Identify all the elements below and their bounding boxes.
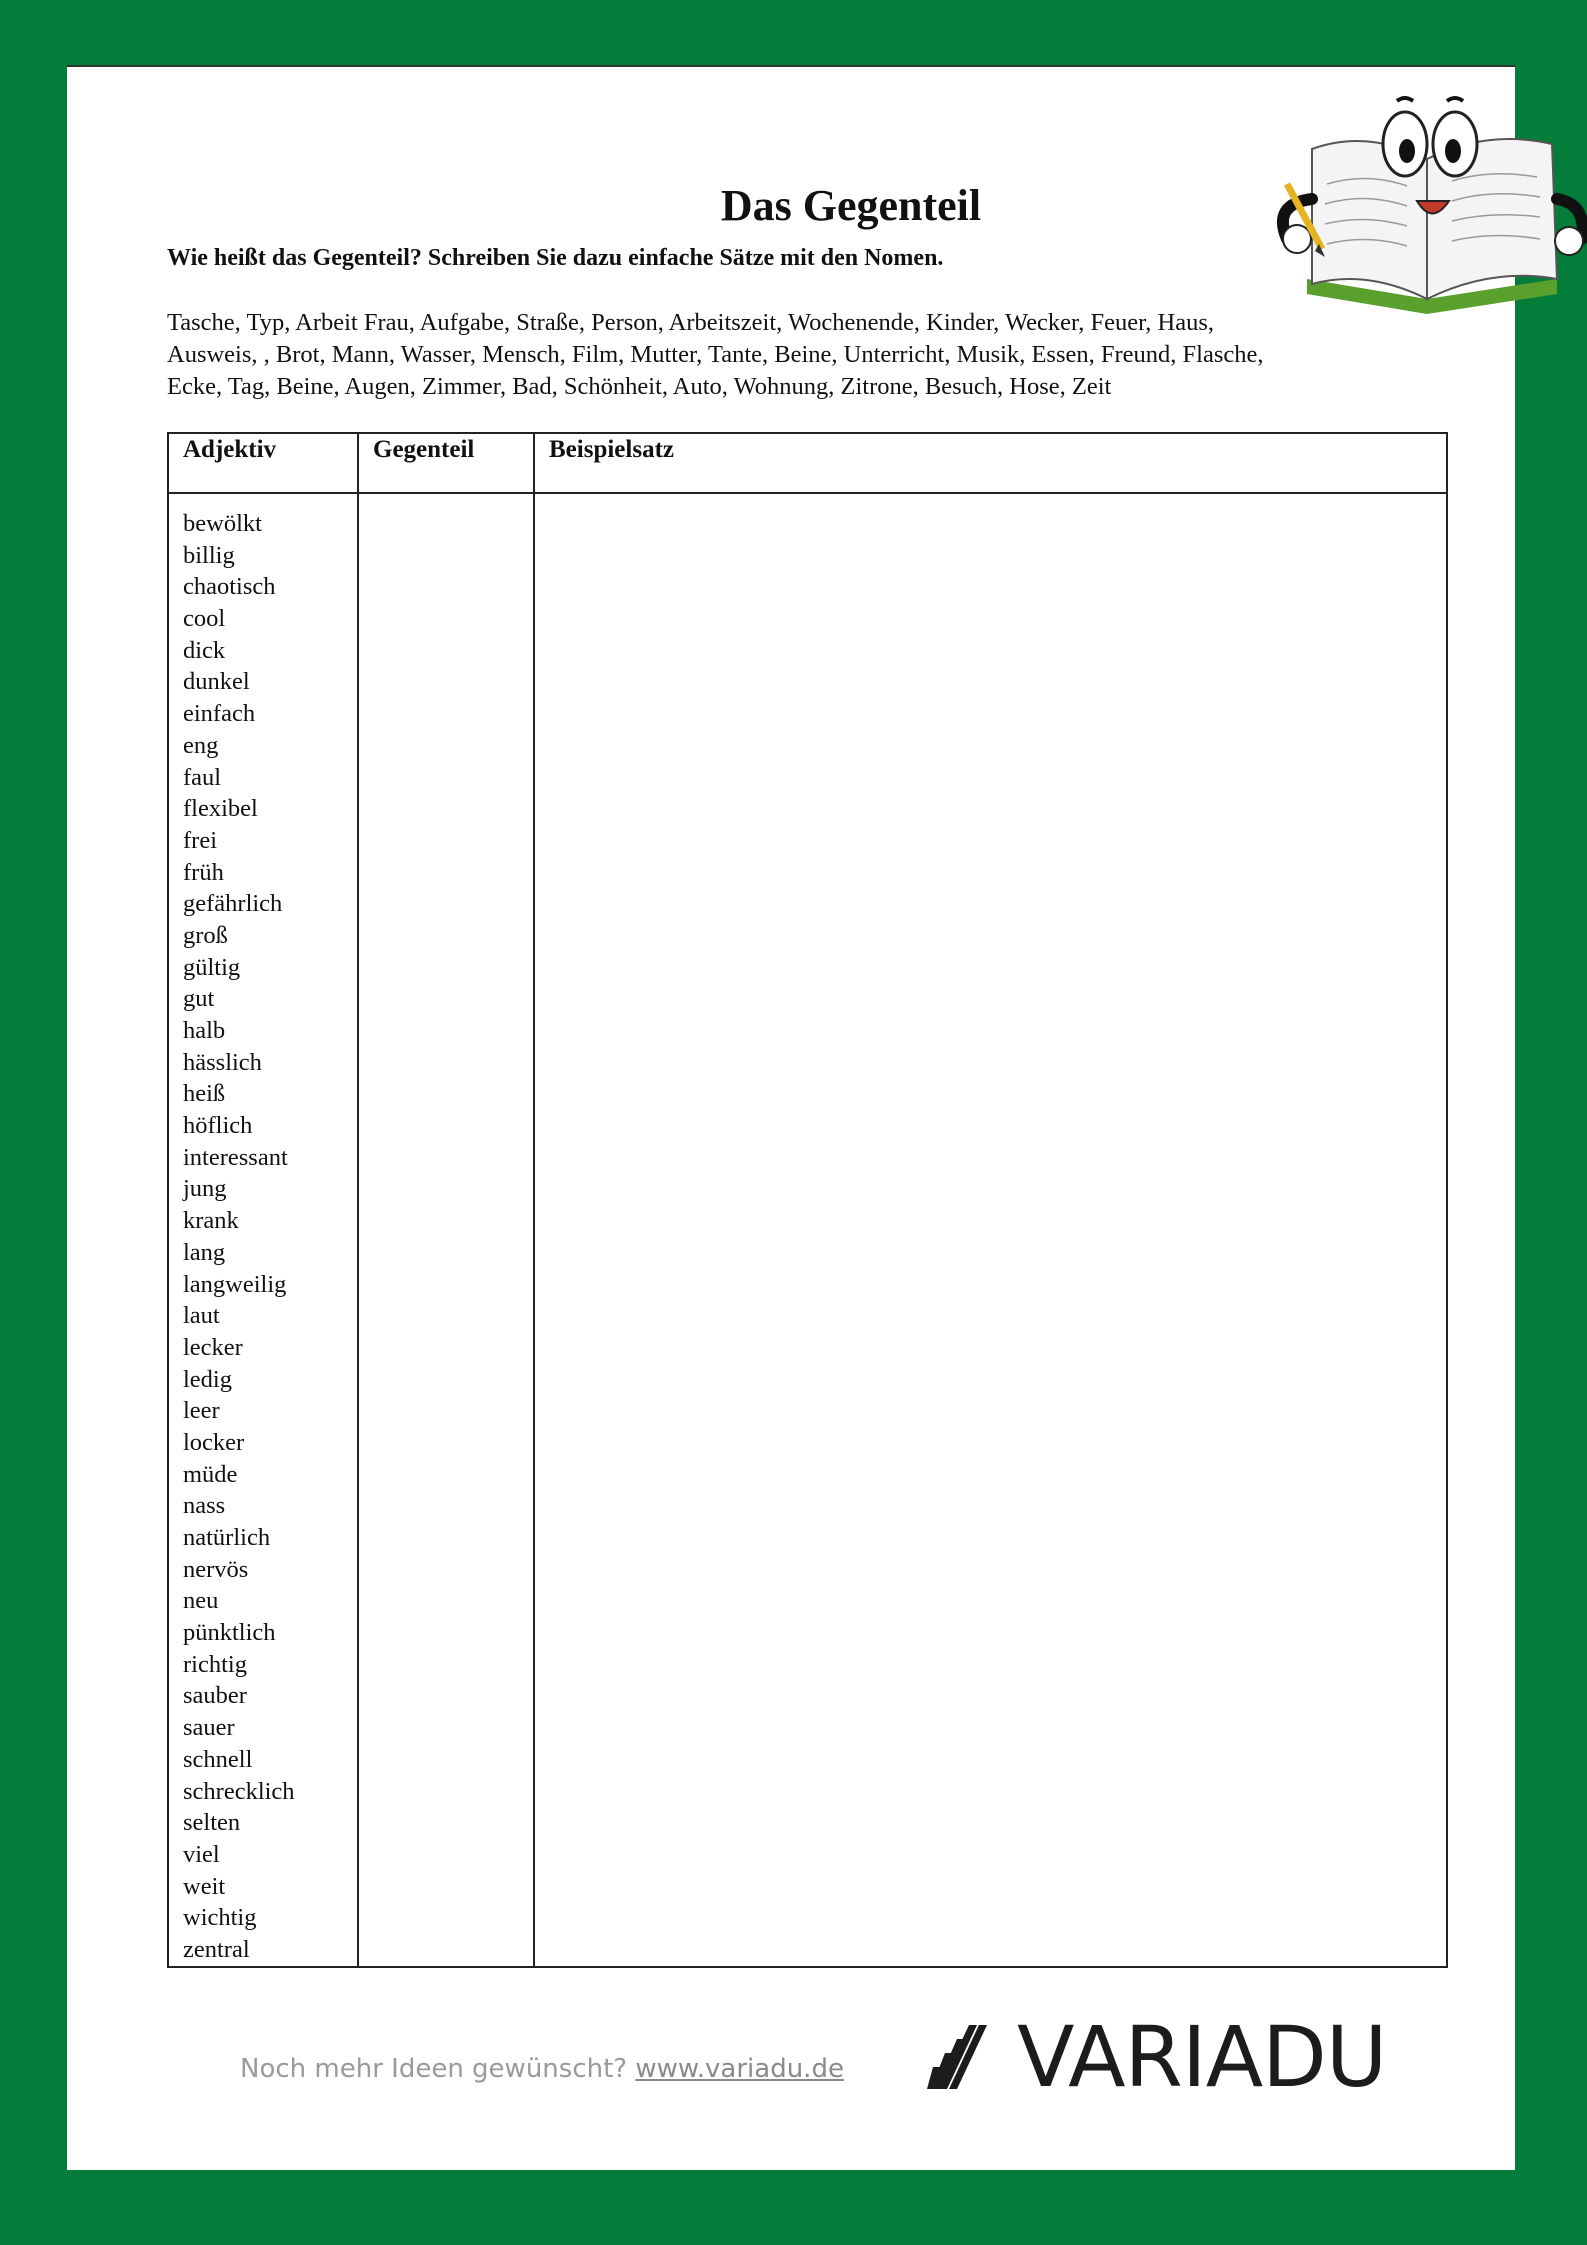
adjective-item: schnell	[183, 1745, 253, 1773]
adjective-item: höflich	[183, 1112, 253, 1140]
adjective-column	[168, 493, 358, 1967]
adjective-item: faul	[183, 763, 222, 791]
adjective-item: einfach	[183, 700, 256, 728]
worksheet-page	[67, 65, 1515, 2170]
header-adjektiv: Adjektiv	[168, 433, 358, 493]
adjective-item: gefährlich	[183, 890, 283, 918]
exercise-table	[167, 432, 1448, 1968]
adjective-item: lang	[183, 1238, 226, 1266]
adjective-item: schrecklich	[183, 1777, 295, 1805]
noun-word-bank	[167, 307, 1497, 403]
adjective-item: zentral	[183, 1935, 250, 1963]
adjective-item: dunkel	[183, 668, 250, 696]
adjective-item: weit	[183, 1872, 226, 1900]
adjective-item: laut	[183, 1302, 220, 1330]
adjective-item: selten	[183, 1809, 241, 1837]
variadu-stripes-icon	[917, 2017, 1017, 2097]
adjective-list	[169, 494, 357, 1966]
adjective-item: billig	[183, 541, 235, 569]
footer-promo	[240, 2054, 844, 2084]
word-bank-line: Tasche, Typ, Arbeit Frau, Aufgabe, Straße, Person, Arbeitszeit, Wochenende, Kinder, Wecker, Feuer, Haus,	[167, 309, 1214, 336]
adjective-item: natürlich	[183, 1524, 271, 1551]
adjective-item: flexibel	[183, 795, 258, 823]
instruction-text: Wie heißt das Gegenteil? Schreiben Sie dazu einfache Sätze mit den Nomen.	[167, 245, 944, 271]
opposite-answer-column[interactable]	[358, 493, 534, 1967]
adjective-item: richtig	[183, 1650, 247, 1678]
adjective-item: gültig	[183, 953, 241, 981]
adjective-item: neu	[183, 1587, 219, 1615]
adjective-item: pünktlich	[183, 1619, 276, 1647]
adjective-item: lecker	[183, 1333, 243, 1361]
adjective-item: eng	[183, 731, 219, 759]
adjective-item: locker	[183, 1428, 245, 1456]
adjective-item: groß	[183, 921, 228, 949]
adjective-item: chaotisch	[183, 573, 276, 601]
adjective-item: bewölkt	[183, 510, 262, 537]
adjective-item: früh	[183, 858, 224, 886]
header-beispielsatz: Beispielsatz	[534, 433, 1447, 493]
adjective-item: krank	[183, 1207, 239, 1235]
adjective-item: interessant	[183, 1143, 288, 1171]
adjective-item: ledig	[183, 1365, 232, 1393]
example-sentence-column[interactable]	[534, 493, 1447, 1967]
adjective-item: sauber	[183, 1682, 247, 1710]
adjective-item: hässlich	[183, 1048, 262, 1076]
adjective-item: nervös	[183, 1555, 249, 1583]
adjective-item: cool	[183, 605, 226, 633]
footer-prompt: Noch mehr Ideen gewünscht?	[240, 2054, 628, 2084]
adjective-item: gut	[183, 985, 215, 1013]
adjective-item: langweilig	[183, 1270, 287, 1298]
adjective-item: müde	[183, 1460, 238, 1488]
word-bank-line: Ausweis, , Brot, Mann, Wasser, Mensch, Film, Mutter, Tante, Beine, Unterricht, Musik, Essen, Freund, Flasche,	[167, 341, 1264, 368]
header-gegenteil: Gegenteil	[358, 433, 534, 493]
adjective-item: frei	[183, 826, 217, 854]
adjective-item: nass	[183, 1492, 226, 1520]
logo-wordmark: VARIADU	[1017, 2008, 1387, 2106]
adjective-item: sauer	[183, 1714, 235, 1742]
adjective-item: heiß	[183, 1080, 226, 1108]
adjective-item: dick	[183, 636, 226, 664]
adjective-item: wichtig	[183, 1904, 257, 1932]
adjective-item: halb	[183, 1017, 226, 1044]
word-bank-line: Ecke, Tag, Beine, Augen, Zimmer, Bad, Schönheit, Auto, Wohnung, Zitrone, Besuch, Hose, Zeit	[167, 373, 1112, 400]
adjective-item: leer	[183, 1397, 220, 1425]
variadu-logo	[917, 2007, 1386, 2107]
adjective-item: jung	[183, 1175, 227, 1203]
adjective-item: viel	[183, 1840, 220, 1868]
footer-link[interactable]: www.variadu.de	[635, 2054, 844, 2084]
worksheet-title: Das Gegenteil	[720, 181, 982, 230]
